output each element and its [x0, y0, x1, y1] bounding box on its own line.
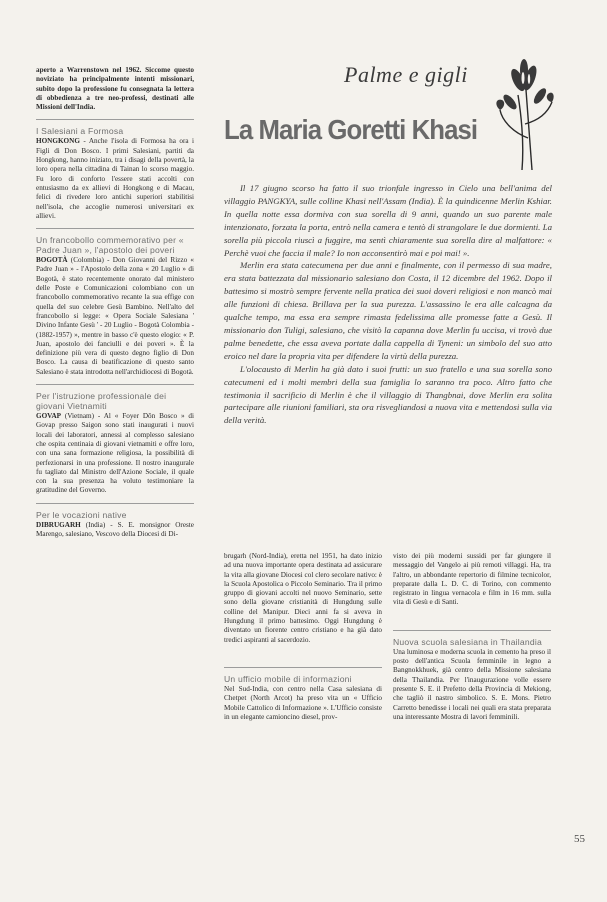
article-header	[222, 58, 552, 178]
section-divider	[36, 228, 194, 229]
dateline: DIBRUGARH	[36, 520, 81, 529]
dateline: HONGKONG	[36, 137, 80, 146]
section-body-francobollo	[36, 256, 194, 377]
section-body-ufficio-mobile: Nel Sud-India, con centro nella Casa salesiana di Chetpet (North Arcot) ha preso vita un « Ufficio Mobile Cattolico di Informazione ». L'Ufficio consiste in un elegante camioncino diesel, prov-	[224, 684, 382, 721]
section-heading-francobollo: Un francobollo commemorativo per « Padre Juan », l'apostolo dei poveri	[36, 235, 184, 256]
right-continuation: visto dei più moderni sussidi per far giungere il messaggio del Vangelo ai più remoti villaggi. Ha, tra l'altro, un abbondante repertorio di filmine tecnicolor, preparate dalla L. D. C. di Torino, con commento registrato in lingua vernacola e film in 16 mm. sulla vita di Gesù e di Santi.	[393, 552, 551, 607]
section-divider	[36, 384, 194, 385]
left-column	[36, 66, 194, 539]
section-heading-thailandia: Nuova scuola salesiana in Thailandia	[393, 636, 542, 647]
section-divider	[224, 667, 382, 668]
section-divider	[36, 503, 194, 504]
middle-continuation: brugarh (Nord-India), eretta nel 1951, ha dato inizio ad una nuova importante opera destinata ad assicurare la vita alla giovane Diocesi col clero secolare nativo: è la Scuola Apostolica o Piccolo Seminario. Tra il primo gruppo di giovani accolti nel nuovo Seminario, sette sono della giovane cristianità di Hungdung sulle colline del Manipur. Dieci anni fa si aveva in Hungdung il primo battesimo. Oggi Hungdung è diventato un fiorente centro cristiano e ha già dato tredici aspiranti al sacerdozio.	[224, 552, 382, 644]
intro-paragraph: Il 17 giugno scorso ha fatto il suo trionfale ingresso in Cielo una bell'anima del villaggio PANGKYA, sulle colline Khasi nell'Assam (India). È la quindicenne Merlin Kshiar. In quella notte essa dormiva con sua sorella di 9 anni, quando un suo parente male intenzionato, forzata la porta, entrò nella camera e tentò di strangolare le due dormienti. La sorella più piccola riuscì a fuggire, ma sentì chiaramente sua sorella dire al malfattore: « Perchè vuoi che faccia il male? Io non acconsentirò mai e poi mai! ».	[224, 183, 552, 258]
lily-icon	[492, 50, 556, 172]
right-column	[393, 552, 551, 722]
section-body-formosa	[36, 137, 194, 221]
section-body-vocazioni	[36, 521, 194, 540]
section-body-thailandia: Una luminosa e moderna scuola in cemento ha preso il posto dell'antica Scuola femminile in legno a Bangnokkhuek, già centro della Missione salesiana della Thailandia. Per l'inaugurazione volle essere presente S. E. il Prefetto della Provincia di Mekiong, che tagliò il nastro simbolico. S. E. Mons. Pietro Carretto benedisse i locali nei quali era stata preparata una interessante Mostra di lavori femminili.	[393, 647, 551, 721]
dateline: GOVAP	[36, 412, 62, 421]
section-heading-formosa: I Salesiani a Formosa	[36, 126, 124, 137]
section-heading-ufficio-mobile: Un ufficio mobile di informazioni	[224, 673, 352, 684]
section-text: - Anche l'isola di Formosa ha ora i Figli di Don Bosco. I primi Salesiani, partiti da Hongkong, hanno iniziato, tra i disagi della povertà, la loro opera nella cittadina di Tainan lo scorso maggio. Fu loro di conforto l'essere stati accolti con entusiasmo da ex allievi di Hongkong e di Macau, felici di rivedere loro antichi superiori stabilitisi nell'isola, che accoglie numerosi universitari ex allievi.	[36, 137, 194, 220]
section-text: (Vietnam) - Al « Foyer Dôn Bosco » di Govap presso Saigon sono stati inaugurati i nuovi locali dei laboratori, annessi al complesso salesiano che ospita centinaia di giovani vietnamiti e offre loro, con una sana formazione religiosa, la possibilità di perfezionarsi in una professione. Il nostro inaugurale fu tagliato dal Ministro dell'Azione Sociale, il quale con la sua presenza ha voluto testimoniare la gratitudine del Governo.	[36, 412, 194, 495]
article-kicker: Palme e gigli	[344, 62, 468, 87]
article-intro	[224, 182, 552, 427]
section-divider	[393, 630, 551, 631]
section-text: (India) - S. E. monsignor Oreste Marengo, salesiano, Vescovo della Diocesi di Di-	[36, 520, 194, 538]
intro-paragraph: L'olocausto di Merlin ha già dato i suoi frutti: un suo fratello e una sua sorella sono catecumeni ed i molti membri della sua famiglia lo saranno tra poco. Altro fatto che testimonia il sacrificio di Merlin è che il villaggio di Thangbnai, dove Merlin era solita partecipare alle riunioni familiari, sta ora risvegliandosi a nuova vita e mettendosi sulla via della verità.	[224, 363, 552, 426]
left-opening-paragraph: aperto a Warrenstown nel 1962. Siccome questo noviziato ha principalmente intenti missionari, subito dopo la professione fu consegnata la lettera di obbedienza a tre neo-professi, destinati alle Missioni dell'India.	[36, 66, 194, 112]
section-divider	[36, 119, 194, 120]
middle-column	[224, 552, 382, 722]
intro-paragraph: Merlin era stata catecumena per due anni e finalmente, con il permesso di sua madre, era stata battezzata dal missionario salesiano don Costa, il 12 dicembre del 1962. Dopo il battesimo si mostrò sempre fervente nella pratica dei suoi doveri religiosi e non mancò mai alle funzioni di chiesa. Brillava per la sua purezza. L'assassino le era alle calcagna da qualche tempo, ma essa era sempre rimasta fedelissima alle promesse fatte a Gesù. Il missionario don Tuligi, salesiano, che visitò la capanna dove Merlin fu uccisa, vi trovò due palme benedette, che essa aveva portate dalla cappella di Tyneni: un simbolo del suo atto eroico nel dare la propria vita per difendere la virtù della purezza.	[224, 260, 552, 361]
section-heading-vietnam: Per l'istruzione professionale dei giovani Vietnamiti	[36, 391, 167, 412]
article-title: La Maria Goretti Khasi	[224, 114, 478, 145]
section-body-vietnam	[36, 412, 194, 496]
section-text: (Colombia) - Don Giovanni del Rizzo « Padre Juan » - l'Apostolo della zona « 20 Luglio » di Bogotà, è stato recentemente onorato dal ministero delle Poste e Comunicazioni colombiano con un francobollo commemorativo recante la sua effige con quella del suo celebre Gesù Bambino. Nell'alto del francobollo si legge: « Opera Sociale Salesiana ' Divino Infante Gesù ' - 20 Luglio - Bogotà Colombia - (1882-1957) », mentre in basso c'è questo elogio: « P. Juan, apostolo dei fanciulli e dei poveri ». È la definizione più vera di questo degno figlio di Don Bosco. La causa di beatificazione di questo santo Salesiano è stata introdotta nell'archidiocesi di Bogotà.	[36, 256, 194, 376]
section-heading-vocazioni: Per le vocazioni native	[36, 509, 127, 520]
dateline: BOGOTÀ	[36, 256, 68, 265]
page-number: 55	[574, 833, 585, 845]
